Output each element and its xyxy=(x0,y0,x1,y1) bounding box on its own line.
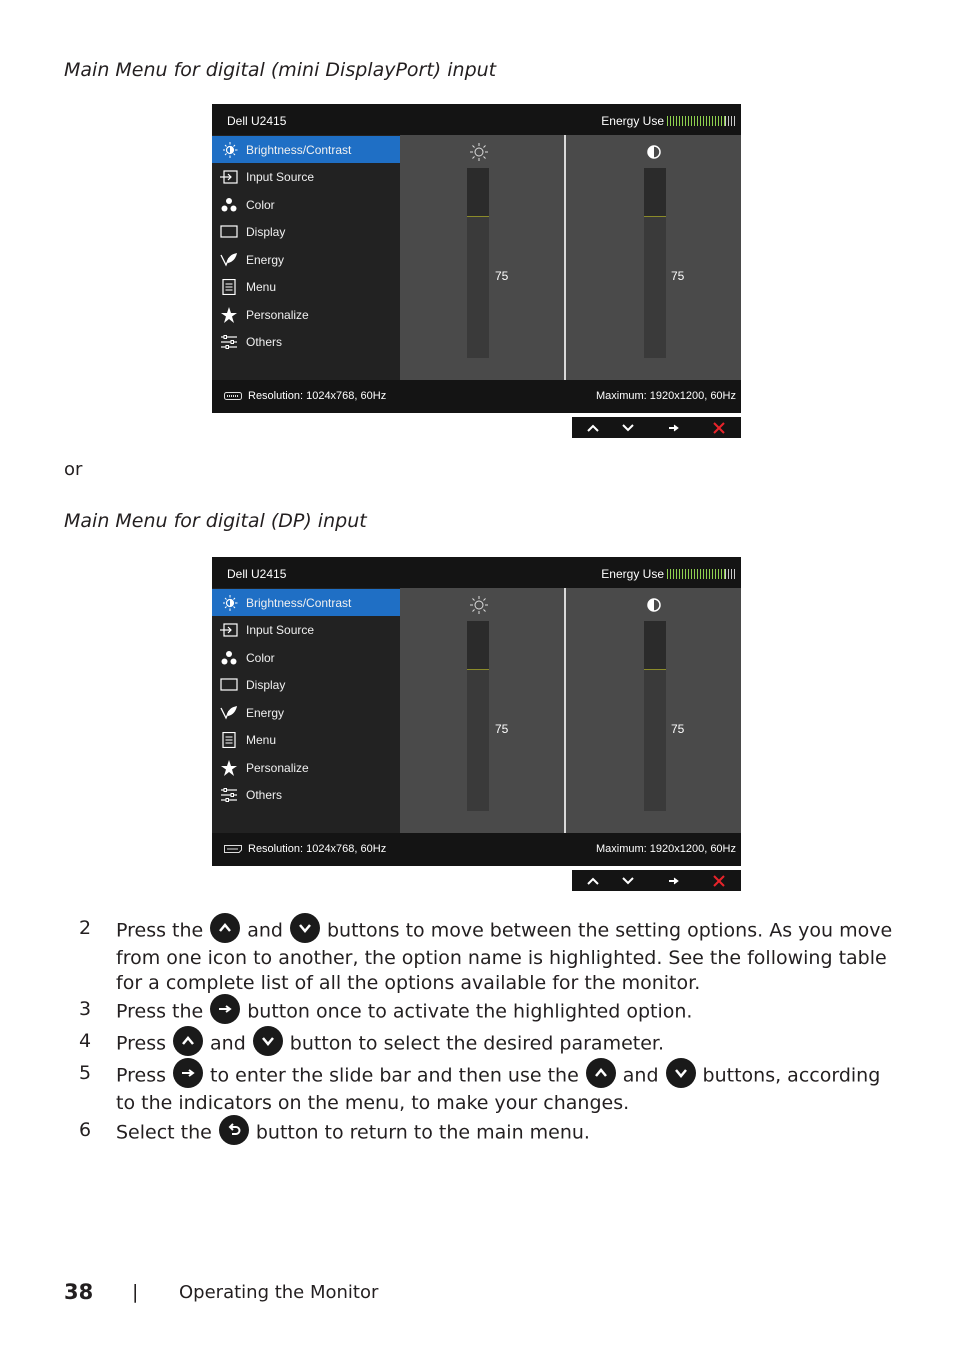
osd-main-menu-mini-dp xyxy=(212,104,741,413)
menu-item-label: Brightness/Contrast xyxy=(246,595,352,610)
menu-item-label: Energy xyxy=(246,705,285,720)
step-text-part: buttons to move between the setting options. As you move from one icon to another, the option name is highlighted. See the following table for a complete list of all the options available for the monitor. xyxy=(116,919,893,994)
step-text xyxy=(116,1061,896,1116)
energy-icon xyxy=(212,705,246,721)
osd-nav-buttons xyxy=(572,870,741,891)
menu-item-display[interactable] xyxy=(212,219,400,246)
step-number: 6 xyxy=(79,1119,92,1141)
color-icon xyxy=(212,197,246,213)
menu-item-label: Display xyxy=(246,225,286,239)
step-text-part: buttons, according to the indicators on the menu, to make your changes. xyxy=(116,1064,881,1114)
step-2 xyxy=(79,916,899,994)
energy-use-indicator xyxy=(601,567,735,581)
down-button-icon xyxy=(666,1058,696,1088)
menu-item-personalize[interactable] xyxy=(212,754,400,781)
resolution-info xyxy=(224,390,386,402)
resolution-info xyxy=(224,843,386,855)
input-source-icon xyxy=(212,622,246,638)
down-button-icon xyxy=(290,913,320,943)
step-text xyxy=(116,916,896,996)
menu-item-color[interactable] xyxy=(212,644,400,671)
menu-item-others[interactable] xyxy=(212,329,400,356)
enter-button-icon xyxy=(210,994,240,1024)
step-5 xyxy=(79,1061,899,1114)
osd-menu-list xyxy=(212,135,400,380)
display-icon xyxy=(212,677,246,693)
star-icon xyxy=(212,307,246,323)
menu-item-label: Color xyxy=(246,197,275,212)
energy-meter xyxy=(667,116,725,126)
step-text-part: and xyxy=(210,1032,246,1055)
step-number: 4 xyxy=(79,1030,92,1052)
energy-use-label: Energy Use xyxy=(601,567,664,581)
contrast-value: 75 xyxy=(671,269,685,283)
menu-item-label: Display xyxy=(246,678,286,692)
maximum-resolution-text: Maximum: 1920x1200, 60Hz xyxy=(595,843,736,855)
maximum-resolution-text: Maximum: 1920x1200, 60Hz xyxy=(595,390,736,402)
menu-item-label: Personalize xyxy=(246,307,309,322)
chevron-down-icon xyxy=(622,877,634,885)
step-text-part: and xyxy=(622,1064,659,1087)
menu-item-label: Color xyxy=(246,650,275,665)
nav-enter-button[interactable] xyxy=(653,417,695,438)
brightness-icon xyxy=(470,596,488,614)
contrast-slider[interactable] xyxy=(644,621,666,811)
arrow-right-icon xyxy=(668,876,680,886)
display-icon xyxy=(212,224,246,240)
menu-item-label: Brightness/Contrast xyxy=(246,142,352,157)
section-heading-dp: Main Menu for digital (DP) input xyxy=(64,510,367,532)
step-4 xyxy=(79,1029,899,1054)
contrast-icon xyxy=(645,596,663,614)
chevron-up-icon xyxy=(587,877,599,885)
up-button-icon xyxy=(173,1026,203,1056)
displayport-connector-icon xyxy=(224,845,242,853)
step-text-part: button to return to the main menu. xyxy=(255,1121,590,1144)
menu-item-energy[interactable] xyxy=(212,699,400,726)
nav-down-button[interactable] xyxy=(607,417,649,438)
close-icon xyxy=(712,421,726,435)
displayport-connector-icon xyxy=(224,392,242,400)
contrast-value: 75 xyxy=(671,722,685,736)
menu-item-label: Input Source xyxy=(246,623,315,637)
menu-item-personalize[interactable] xyxy=(212,301,400,328)
osd-header xyxy=(212,557,741,588)
step-text-part: Select the xyxy=(116,1121,212,1144)
down-button-icon xyxy=(253,1026,283,1056)
step-number: 2 xyxy=(79,917,92,939)
step-6 xyxy=(79,1118,899,1143)
page-number: 38 xyxy=(64,1280,94,1304)
menu-item-input-source[interactable] xyxy=(212,164,400,191)
section-heading-mini-displayport: Main Menu for digital (mini DisplayPort) input xyxy=(64,59,497,81)
others-icon xyxy=(212,334,246,350)
nav-down-button[interactable] xyxy=(607,870,649,891)
footer-section-title: Operating the Monitor xyxy=(179,1282,379,1303)
energy-meter-tail xyxy=(725,569,735,579)
menu-item-menu[interactable] xyxy=(212,274,400,301)
close-icon xyxy=(712,874,726,888)
or-separator-text: or xyxy=(64,459,83,480)
step-text-part: button to select the desired parameter. xyxy=(289,1032,665,1055)
step-text xyxy=(116,1029,896,1059)
menu-item-brightness-contrast[interactable] xyxy=(212,136,400,163)
contrast-panel xyxy=(566,588,741,833)
brightness-panel xyxy=(400,135,564,380)
menu-item-color[interactable] xyxy=(212,191,400,218)
resolution-text: Resolution: 1024x768, 60Hz xyxy=(248,843,387,855)
contrast-icon xyxy=(645,143,663,161)
energy-meter xyxy=(667,569,725,579)
resolution-text: Resolution: 1024x768, 60Hz xyxy=(248,390,387,402)
brightness-icon xyxy=(470,143,488,161)
menu-item-display[interactable] xyxy=(212,672,400,699)
energy-use-indicator xyxy=(601,114,735,128)
step-number: 3 xyxy=(79,998,92,1020)
contrast-slider[interactable] xyxy=(644,168,666,358)
osd-header xyxy=(212,104,741,135)
energy-icon xyxy=(212,252,246,268)
contrast-slider-fill xyxy=(644,216,666,359)
menu-item-label: Others xyxy=(246,335,283,349)
up-button-icon xyxy=(586,1058,616,1088)
color-icon xyxy=(212,650,246,666)
contrast-panel xyxy=(566,135,741,380)
nav-enter-button[interactable] xyxy=(653,870,695,891)
osd-menu-list xyxy=(212,588,400,833)
menu-item-label: Input Source xyxy=(246,170,315,184)
osd-main-menu-dp xyxy=(212,557,741,866)
osd-model-name: Dell U2415 xyxy=(227,567,287,581)
up-button-icon xyxy=(210,913,240,943)
brightness-slider[interactable] xyxy=(467,168,489,358)
step-text-part: Press the xyxy=(116,1000,204,1023)
contrast-slider-fill xyxy=(644,669,666,812)
brightness-slider[interactable] xyxy=(467,621,489,811)
footer-separator: | xyxy=(132,1281,139,1303)
menu-icon xyxy=(212,279,246,295)
osd-nav-buttons xyxy=(572,417,741,438)
menu-item-energy[interactable] xyxy=(212,246,400,273)
menu-item-others[interactable] xyxy=(212,782,400,809)
step-text-part: Press xyxy=(116,1032,167,1055)
step-text-part: Press xyxy=(116,1064,167,1087)
input-source-icon xyxy=(212,169,246,185)
step-text xyxy=(116,997,896,1027)
osd-footer xyxy=(212,833,741,866)
menu-item-input-source[interactable] xyxy=(212,617,400,644)
chevron-down-icon xyxy=(622,424,634,432)
menu-item-label: Menu xyxy=(246,280,277,294)
brightness-panel xyxy=(400,588,564,833)
enter-button-icon xyxy=(173,1058,203,1088)
menu-item-label: Others xyxy=(246,788,283,802)
osd-footer xyxy=(212,380,741,413)
energy-use-label: Energy Use xyxy=(601,114,664,128)
brightness-value: 75 xyxy=(495,722,509,736)
arrow-right-icon xyxy=(668,423,680,433)
step-text-part: to enter the slide bar and then use the xyxy=(210,1064,579,1087)
menu-icon xyxy=(212,732,246,748)
step-3 xyxy=(79,997,899,1022)
menu-item-label: Menu xyxy=(246,733,277,747)
step-number: 5 xyxy=(79,1062,92,1084)
star-icon xyxy=(212,760,246,776)
step-text-part: and xyxy=(247,919,283,942)
menu-item-brightness-contrast[interactable] xyxy=(212,589,400,616)
menu-item-menu[interactable] xyxy=(212,727,400,754)
brightness-value: 75 xyxy=(495,269,509,283)
osd-model-name: Dell U2415 xyxy=(227,114,287,128)
menu-item-label: Personalize xyxy=(246,760,309,775)
menu-item-label: Energy xyxy=(246,252,285,267)
others-icon xyxy=(212,787,246,803)
brightness-slider-fill xyxy=(467,669,489,812)
brightness-slider-fill xyxy=(467,216,489,359)
step-text xyxy=(116,1118,896,1148)
brightness-icon xyxy=(212,142,246,158)
step-text-part: Press the xyxy=(116,919,204,942)
step-text-part: button once to activate the highlighted option. xyxy=(247,1000,693,1023)
brightness-icon xyxy=(212,595,246,611)
energy-meter-tail xyxy=(725,116,735,126)
back-button-icon xyxy=(219,1115,249,1145)
nav-exit-button[interactable] xyxy=(698,870,740,891)
nav-exit-button[interactable] xyxy=(698,417,740,438)
chevron-up-icon xyxy=(587,424,599,432)
